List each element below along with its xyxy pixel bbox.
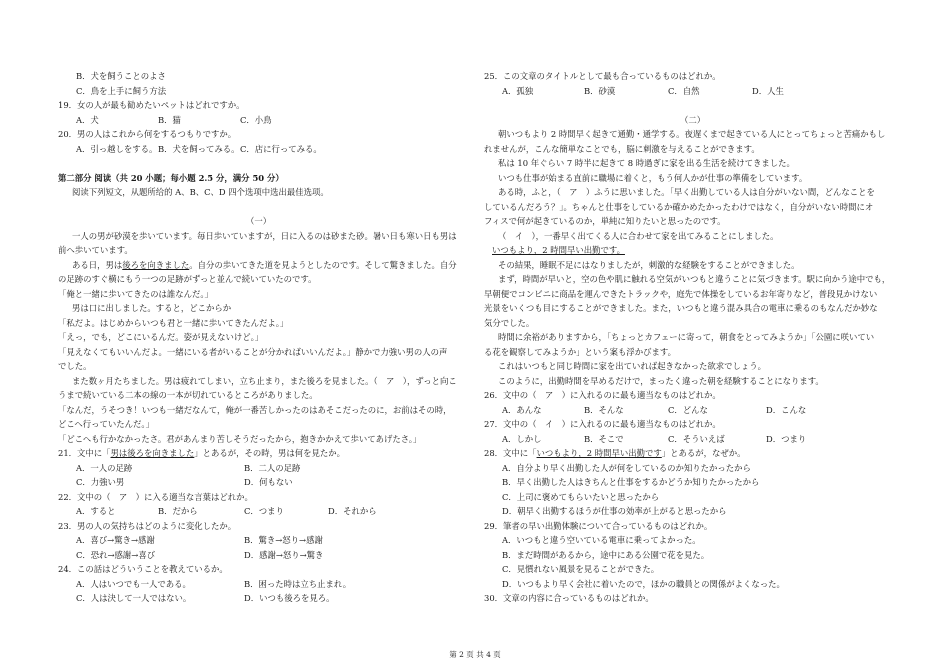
- q21-option-d: D．何もない: [244, 477, 293, 487]
- q24-option-c: C．人は決して一人ではない。: [76, 593, 192, 603]
- q28-option-a: A．自分より早く出勤した人が何をしているのか知りたかったから: [502, 463, 751, 473]
- q24-option-d: D．いつも後ろを見ろ。: [244, 593, 335, 603]
- q26-option-a: A．あんな: [502, 405, 542, 415]
- passage1-underlined: 後ろを向きました: [122, 260, 190, 270]
- q25-option-c: C．自然: [668, 86, 700, 96]
- passage2-line: いつも仕事が始まる直前に職場に着くと，もう何人かが仕事の準備をしています。: [498, 173, 808, 183]
- q21-stem: [58, 449, 345, 457]
- prev-option-c: C．鳥を上手に飼う方法: [76, 86, 167, 96]
- q23-stem: 23．男の人の気持ちはどのように変化したか。: [58, 521, 237, 531]
- q30-stem: 30．文章の内容に合っているものはどれか。: [484, 593, 654, 603]
- q28-stem-underlined: いつもより，2 時間早い出勤です: [536, 448, 662, 458]
- q25-option-a: A．孤独: [502, 86, 534, 96]
- q25-stem: 25．この文章のタイトルとして最も合っているものはどれか。: [484, 71, 721, 81]
- passage2-line: （ イ ），一番早く出てくる人に合わせて家を出てみることにしました。: [498, 231, 779, 241]
- q22-option-c: C．つまり: [244, 506, 284, 516]
- q27-stem: 27．文中の（ イ ）に入れるのに最も適当なものはどれか。: [484, 419, 721, 429]
- q26-option-d: D．こんな: [766, 405, 807, 415]
- q26-option-b: B．そんな: [584, 405, 624, 415]
- q29-option-a: A．いつもと違う空いている電車に乗ってよかった。: [502, 535, 701, 545]
- q23-option-a: A．喜び→驚き→感謝: [76, 535, 155, 545]
- q23-option-d: D．感謝→怒り→驚き: [244, 550, 324, 560]
- prev-option-b: B．犬を飼うことのよさ: [76, 71, 166, 81]
- passage1-line: 「俺と一緒に歩いてきたのは誰なんだ。」: [58, 289, 213, 299]
- q24-option-a: A．人はいつでも一人である。: [76, 579, 191, 589]
- passage1-line: うまで続いている二本の線の一本が切れているところがありました。: [58, 390, 318, 400]
- q22-option-b: B．だから: [158, 506, 198, 516]
- q19-stem: 19．女の人が最も勧めたいペットはどれですか。: [58, 100, 245, 110]
- passage2-line: まず，時間が早いと，空の色や肌に触れる空気がいつもと違うことに気づきます。駅に向かう途中でも，: [498, 274, 891, 284]
- q21-stem-pre: 21．文中に「: [58, 448, 111, 458]
- passage2-line: 早朝便でコンビニに商品を運んできたトラックや，庭先で体操をしているお年寄りなど，普段見かけない: [484, 289, 878, 299]
- q29-stem: 29．筆者の早い出勤体験について合っているものはどれか。: [484, 521, 713, 531]
- q25-option-b: B．砂漠: [584, 86, 616, 96]
- passage1-line: でした。: [58, 361, 92, 371]
- passage1-line: 「見えなくてもいいんだよ。一緒にいる者がいることが分かればいいんだよ。」静かで力強い男の人の声: [58, 347, 448, 357]
- passage2-line: しているんだろう？」。ちゃんと仕事をしているか確かめたかったわけではなく，自分がいない時間にオ: [484, 202, 874, 212]
- q29-option-d: D．いつもより早く会社に着いたので，ほかの職員との関係がよくなった。: [502, 579, 785, 589]
- passage2-underlined-line: いつもより，2 時間早い出勤です。: [492, 245, 625, 255]
- passage1-line: 男は口に出しました。すると，どこからか: [72, 303, 232, 313]
- passage2-line: れませんが，こんな簡単なことでも，脳に刺激を与えることができます。: [484, 144, 760, 154]
- passage2-line: その結果，睡眠不足にはなりましたが，刺激的な経験をすることができました。: [498, 260, 800, 270]
- q26-stem: 26．文中の（ ア ）に入れるのに最も適当なものはどれか。: [484, 390, 721, 400]
- q27-option-d: D．つまり: [766, 434, 807, 444]
- page-footer: 第 2 页 共 4 页: [449, 650, 501, 659]
- q20-option-c: C．店に行ってみる。: [240, 144, 322, 154]
- q28-option-c: C．上司に褒めてもらいたいと思ったから: [502, 492, 660, 502]
- q19-option-a: A．犬: [76, 115, 99, 125]
- q19-option-b: B．猫: [158, 115, 181, 125]
- passage1-line: 「どこへも行かなかったさ。君があんまり苦しそうだったから，抱きかかえて歩いてあげたさ。」: [58, 434, 422, 444]
- q26-option-c: C．どんな: [668, 405, 708, 415]
- q25-option-d: D．人生: [752, 86, 784, 96]
- passage2-line: これはいつもと同じ時間に家を出ていれば起きなかった欲求でしょう。: [498, 361, 766, 371]
- passage1-line: 一人の男が砂漠を歩いています。毎日歩いていますが，日に入るのは砂また砂。暑い日も寒い日も男は: [72, 231, 457, 241]
- q28-option-d: D．朝早く出勤するほうが仕事の効率が上がると思ったから: [502, 506, 727, 516]
- passage2-line: 気分でした。: [484, 318, 535, 328]
- passage1-line-3: [58, 261, 457, 269]
- passage2-line: 光景をいくつも目にすることができました。また，いつもと違う混み具合の電車に乗るのもなんだか妙な: [484, 303, 878, 313]
- q21-option-b: B．二人の足跡: [244, 463, 301, 473]
- q20-stem: 20．男の人はこれから何をするつもりですか。: [58, 129, 237, 139]
- part2-title: 第二部分 阅读（共 20 小题；每小题 2.5 分，满分 50 分）: [58, 173, 284, 183]
- q28-stem-post: 」とあるが，なぜか。: [661, 448, 746, 458]
- passage1-line: 「私だよ。はじめからいつも君と一緒に歩いてきたんだよ。」: [58, 318, 289, 328]
- q27-option-a: A．しかし: [502, 434, 542, 444]
- passage1-line: の足跡のすぐ横にもう一つの足跡がずっと並んで続いていたのです。: [58, 274, 317, 284]
- passage1-line: また数ヶ月たちました。男は疲れてしまい，立ち止まり，また後ろを見ました。（ ア ），ずっと向こ: [72, 376, 457, 386]
- q28-option-b: B．早く出勤した人はきちんと仕事をするかどうか知りたかったから: [502, 477, 760, 487]
- q20-option-b: B．犬を飼ってみる。: [158, 144, 240, 154]
- q28-stem: [484, 449, 746, 457]
- part2-instruction: 阅读下列短文，从题所给的 A、B、C、D 四个选项中选出最佳选项。: [72, 187, 329, 197]
- passage1-line3-rest: 。自分の歩いてきた道を見ようとしたのです。そして驚きました。自分: [189, 260, 457, 270]
- passage2-line: ある時，ふと，（ ア ）ふうに思いました。「早く出勤している人は自分がいない間，どんなことを: [498, 187, 875, 197]
- passage2-title: （二）: [680, 115, 706, 125]
- q19-option-c: C．小鳥: [240, 115, 272, 125]
- q21-stem-post: 」とあるが，その時，男は何を見たか。: [194, 448, 346, 458]
- q24-option-b: B．困った時は立ち止まれ。: [244, 579, 352, 589]
- q27-option-c: C．そういえば: [668, 434, 725, 444]
- q27-option-b: B．そこで: [584, 434, 624, 444]
- passage2-line: 私は 10 年ぐらい 7 時半に起きて 8 時過ぎに家を出る生活を続けてきました。: [498, 158, 795, 168]
- passage2-line: 朝いつもより 2 時間早く起きて通勤・通学する。夜遅くまで起きている人にとってちょっと苦痛かもし: [498, 129, 886, 139]
- q21-option-c: C．力強い男: [76, 477, 125, 487]
- q23-option-b: B．驚き→怒り→感謝: [244, 535, 323, 545]
- passage2-line: る花を観察してみようか」という案も浮かびます。: [484, 347, 676, 357]
- q22-stem: 22．文中の（ ア ）に入る適当な言葉はどれか。: [58, 492, 253, 502]
- q24-stem: 24．この話はどういうことを教えているか。: [58, 564, 228, 574]
- passage2-line: 時間に余裕がありますから，「ちょっとカフェーに寄って，朝食をとってみようか」「公園に咲いてい: [498, 332, 875, 342]
- q21-option-a: A．一人の足跡: [76, 463, 133, 473]
- q21-stem-underlined: 男は後ろを向きました: [110, 448, 195, 458]
- q20-option-a: A．引っ越しをする。: [76, 144, 158, 154]
- q29-option-b: B．まだ時間があるから，途中にある公園で花を見た。: [502, 550, 710, 560]
- passage1-line3-start: ある日，男は: [72, 260, 123, 270]
- passage1-line: 「なんだ，うそつき！いつも一緒だなんて，俺が一番苦しかったのはあそこだったのに，お前はその時，: [58, 405, 452, 415]
- q29-option-c: C．見慣れない風景を見ることができた。: [502, 564, 660, 574]
- passage1-line: どこへ行っていたんだ。」: [58, 419, 154, 429]
- passage1-line: 前へ歩いています。: [58, 245, 133, 255]
- passage1-line: 「えっ，でも，どこにいるんだ。姿が見えないけど。」: [58, 332, 264, 342]
- q22-option-d: D．それから: [328, 506, 377, 516]
- passage1-title: （一）: [246, 216, 272, 226]
- q22-option-a: A．すると: [76, 506, 116, 516]
- q28-stem-pre: 28．文中に「: [484, 448, 537, 458]
- passage2-line: フィスで何が起きているのか，単純に知りたいと思ったのです。: [484, 216, 726, 226]
- q23-option-c: C．恐れ→感謝→喜び: [76, 550, 156, 560]
- passage2-line: このように，出勤時間を早めるだけで，まったく違った朝を経験することになります。: [498, 376, 824, 386]
